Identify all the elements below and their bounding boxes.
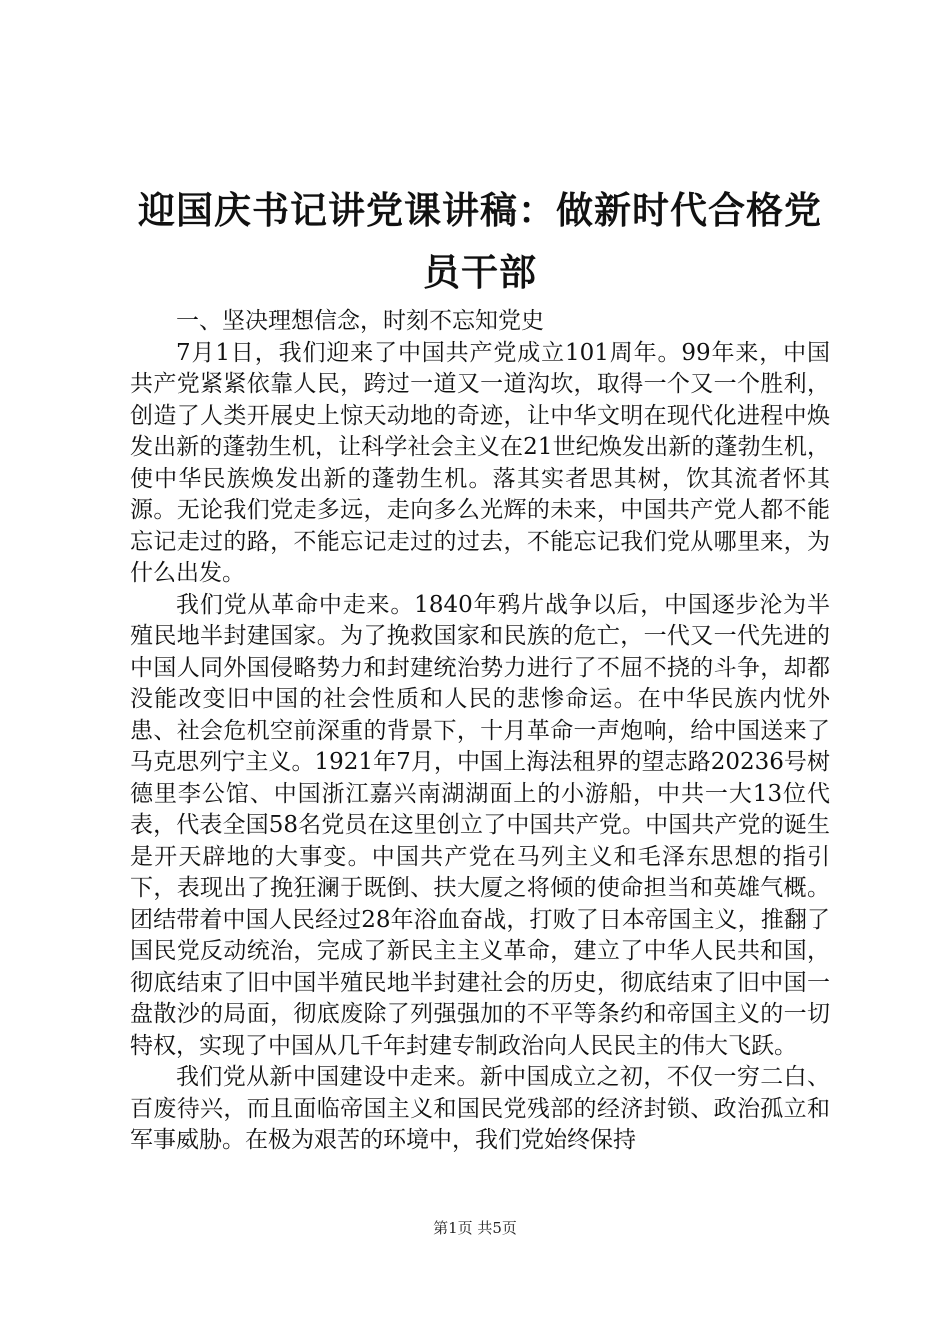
section-heading: 一、坚决理想信念，时刻不忘知党史 [176,308,544,334]
paragraph: 我们党从新中国建设中走来。新中国成立之初，不仅一穷二白、百废待兴，而且面临帝国主义和国民党残部的经济封锁、政治孤立和军事威胁。在极为艰苦的环境中，我们党始终保持 [130,1064,830,1153]
document-page [130,180,830,1157]
paragraph: 我们党从革命中走来。1840年鸦片战争以后，中国逐步沦为半殖民地半封建国家。为了挽救国家和民族的危亡，一代又一代先进的中国人同外国侵略势力和封建统治势力进行了不屈不挠的斗争，却都没能改变旧中国的社会性质和人民的悲惨命运。在中华民族内忧外患、社会危机空前深重的背景下，十月革命一声炮响，给中国送来了马克思列宁主义。1921年7月，中国上海法租界的望志路20236号树德里李公馆、中国浙江嘉兴南湖湖面上的小游船，中共一大13位代表，代表全国58名党员在这里创立了中国共产党。中国共产党的诞生是开天辟地的大事变。中国共产党在马列主义和毛泽东思想的指引下，表现出了挽狂澜于既倒、扶大厦之将倾的使命担当和英雄气概。团结带着中国人民经过28年浴血奋战，打败了日本帝国主义，推翻了国民党反动统治，完成了新民主主义革命，建立了中华人民共和国，彻底结束了旧中国半殖民地半封建社会的历史，彻底结束了旧中国一盘散沙的局面，彻底废除了列强强加的不平等条约和帝国主义的一切特权，实现了中国从几千年封建专制政治向人民民主的伟大飞跃。 [130,591,830,1059]
document-title: 迎国庆书记讲党课讲稿：做新时代合格党员干部 [138,189,822,294]
paragraph: 7月1日，我们迎来了中国共产党成立101周年。99年来，中国共产党紧紧依靠人民，跨过一道又一道沟坎，取得一个又一个胜利，创造了人类开展史上惊天动地的奇迹，让中华文明在现代化进程中焕发出新的蓬勃生机，让科学社会主义在21世纪焕发出新的蓬勃生机，使中华民族焕发出新的蓬勃生机。落其实者思其树，饮其流者怀其源。无论我们党走多远，走向多么光辉的未来，中国共产党人都不能忘记走过的路，不能忘记走过的过去，不能忘记我们党从哪里来，为什么出发。 [130,339,830,586]
page-footer: 第1页 共5页 [433,1219,517,1237]
